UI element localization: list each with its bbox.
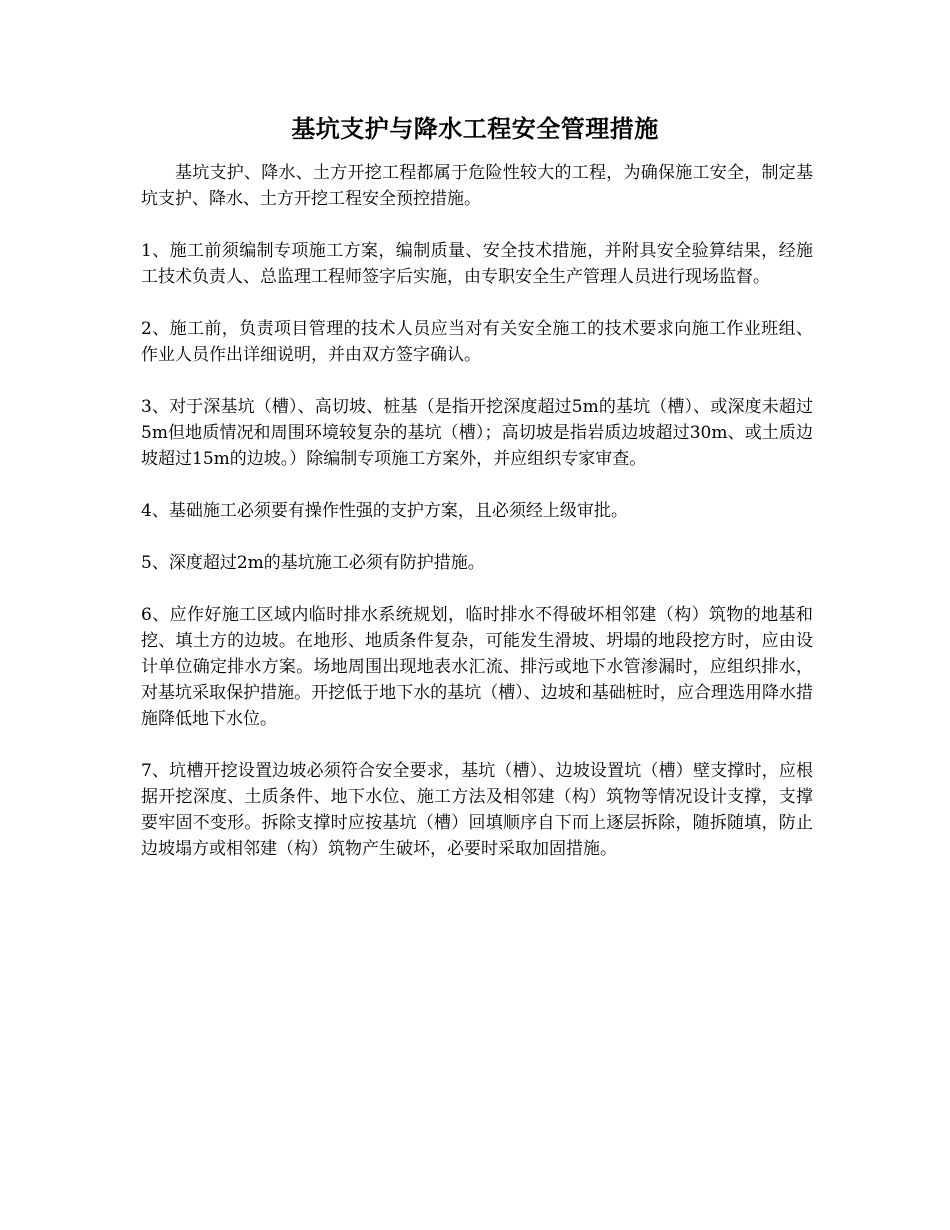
measure-item-2: 2、施工前，负责项目管理的技术人员应当对有关安全施工的技术要求向施工作业班组、作业人员作出详细说明，并由双方签字确认。 (141, 319, 813, 365)
document-title: 基坑支护与降水工程安全管理措施 (291, 114, 659, 143)
measure-item-4: 4、基础施工必须要有操作性强的支护方案，且必须经上级审批。 (141, 501, 628, 521)
measure-item-1: 1、施工前须编制专项施工方案，编制质量、安全技术措施，并附具安全验算结果，经施工技术负责人、总监理工程师签字后实施，由专职安全生产管理人员进行现场监督。 (141, 241, 813, 287)
measure-item-6: 6、应作好施工区域内临时排水系统规划，临时排水不得破坏相邻建（构）筑物的地基和挖、填土方的边坡。在地形、地质条件复杂，可能发生滑坡、坍塌的地段挖方时，应由设计单位确定排水方案。场地周围出现地表水汇流、排污或地下水管渗漏时，应组织排水，对基坑采取保护措施。开挖低于地下水的基坑（槽）、边坡和基础桩时，应合理选用降水措施降低地下水位。 (141, 605, 813, 729)
measure-item-5: 5、深度超过2m的基坑施工必须有防护措施。 (141, 553, 485, 573)
document-body (141, 160, 813, 888)
measure-item-7: 7、坑槽开挖设置边坡必须符合安全要求，基坑（槽）、边坡设置坑（槽）壁支撑时，应根据开挖深度、土质条件、地下水位、施工方法及相邻建（构）筑物等情况设计支撑，支撑要牢固不变形。拆除支撑时应按基坑（槽）回填顺序自下而上逐层拆除，随拆随填，防止边坡塌方或相邻建（构）筑物产生破坏，必要时采取加固措施。 (141, 761, 813, 859)
measure-item-3: 3、对于深基坑（槽）、高切坡、桩基（是指开挖深度超过5m的基坑（槽）、或深度未超过5m但地质情况和周围环境较复杂的基坑（槽）；高切坡是指岩质边坡超过30m、或土质边坡超过15m的边坡。）除编制专项施工方案外，并应组织专家审查。 (141, 397, 813, 469)
intro-paragraph: 基坑支护、降水、土方开挖工程都属于危险性较大的工程，为确保施工安全，制定基坑支护、降水、土方开挖工程安全预控措施。 (141, 163, 813, 209)
